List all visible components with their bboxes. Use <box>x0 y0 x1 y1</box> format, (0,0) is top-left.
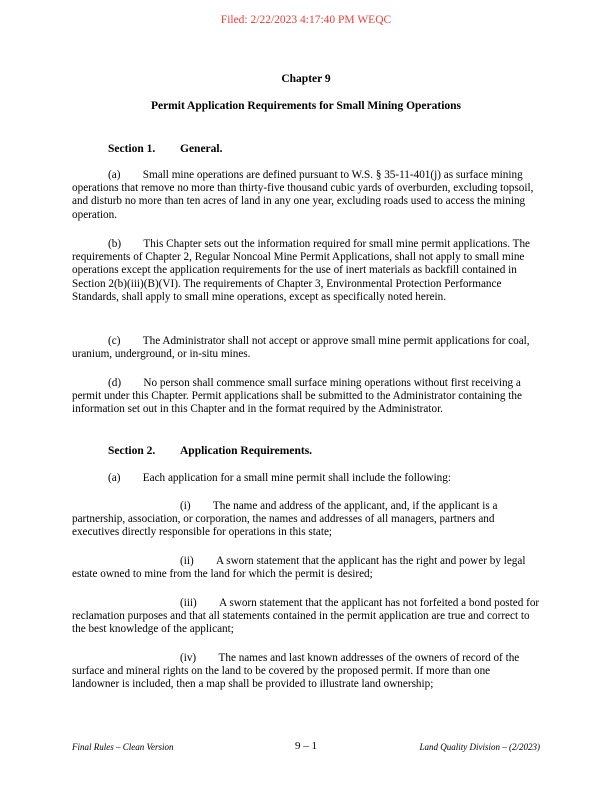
section-1-heading <box>108 143 222 155</box>
section-1-para-b: (b) This Chapter sets out the information required for small mine permit applications. The requirements of Chapter 2, Regular Noncoal Mine Permit Applications, shall not apply to small mine operations except the application requirements for the use of inert materials as backfill contained in Section 2(b)(iii)(B)(VI). The requirements of Chapter 3, Environmental Protection Performance Standards, shall apply to small mine operations, except as specifically noted herein. <box>72 238 531 303</box>
section-1-para-c: (c) The Administrator shall not accept or approve small mine permit applications for coal, uranium, underground, or in-situ mines. <box>72 335 530 361</box>
footer-left: Final Rules – Clean Version <box>72 742 174 752</box>
footer-right: Land Quality Division – (2/2023) <box>419 742 540 752</box>
section-2-title: Application Requirements. <box>180 445 313 457</box>
section-1-number: Section 1. <box>108 143 156 155</box>
chapter-subtitle: Permit Application Requirements for Small Mining Operations <box>150 100 462 112</box>
filing-stamp: Filed: 2/22/2023 4:17:40 PM WEQC <box>220 14 392 26</box>
section-1-para-d: (d) No person shall commence small surface mining operations without first receiving a permit under this Chapter. Permit applications shall be submitted to the Administrator containing the information set out in this Chapter and in the format required by the Administrator. <box>72 377 522 416</box>
section-2-heading <box>108 445 312 457</box>
section-1-title: General. <box>180 143 223 155</box>
section-2-item-iii: (iii) A sworn statement that the applicant has not forfeited a bond posted for reclamation purposes and that all statements contained in the permit application are true and correct to the best knowledge of the applicant; <box>72 597 540 636</box>
section-1-para-a: (a) Small mine operations are defined pursuant to W.S. § 35-11-401(j) as surface mining operations that remove no more than thirty-five thousand cubic yards of overburden, excluding topsoil, and disturb no more than ten acres of land in any one year, excluding roads used to access the mining operation. <box>72 169 534 221</box>
section-2-item-i: (i) The name and address of the applicant, and, if the applicant is a partnership, association, or corporation, the names and addresses of all managers, partners and executives directly responsible for operations in this state; <box>72 500 498 539</box>
section-2-item-iv: (iv) The names and last known addresses of the owners of record of the surface and mineral rights on the land to be covered by the proposed permit. If more than one landowner is included, then a map shall be provided to illustrate land ownership; <box>72 652 520 691</box>
section-2-item-ii: (ii) A sworn statement that the applicant has the right and power by legal estate owned to mine from the land for which the permit is desired; <box>72 555 526 581</box>
section-2-intro: (a) Each application for a small mine permit shall include the following: <box>108 472 451 484</box>
section-2-number: Section 2. <box>108 445 156 457</box>
chapter-title: Chapter 9 <box>281 73 331 85</box>
page-number: 9 – 1 <box>295 740 317 752</box>
